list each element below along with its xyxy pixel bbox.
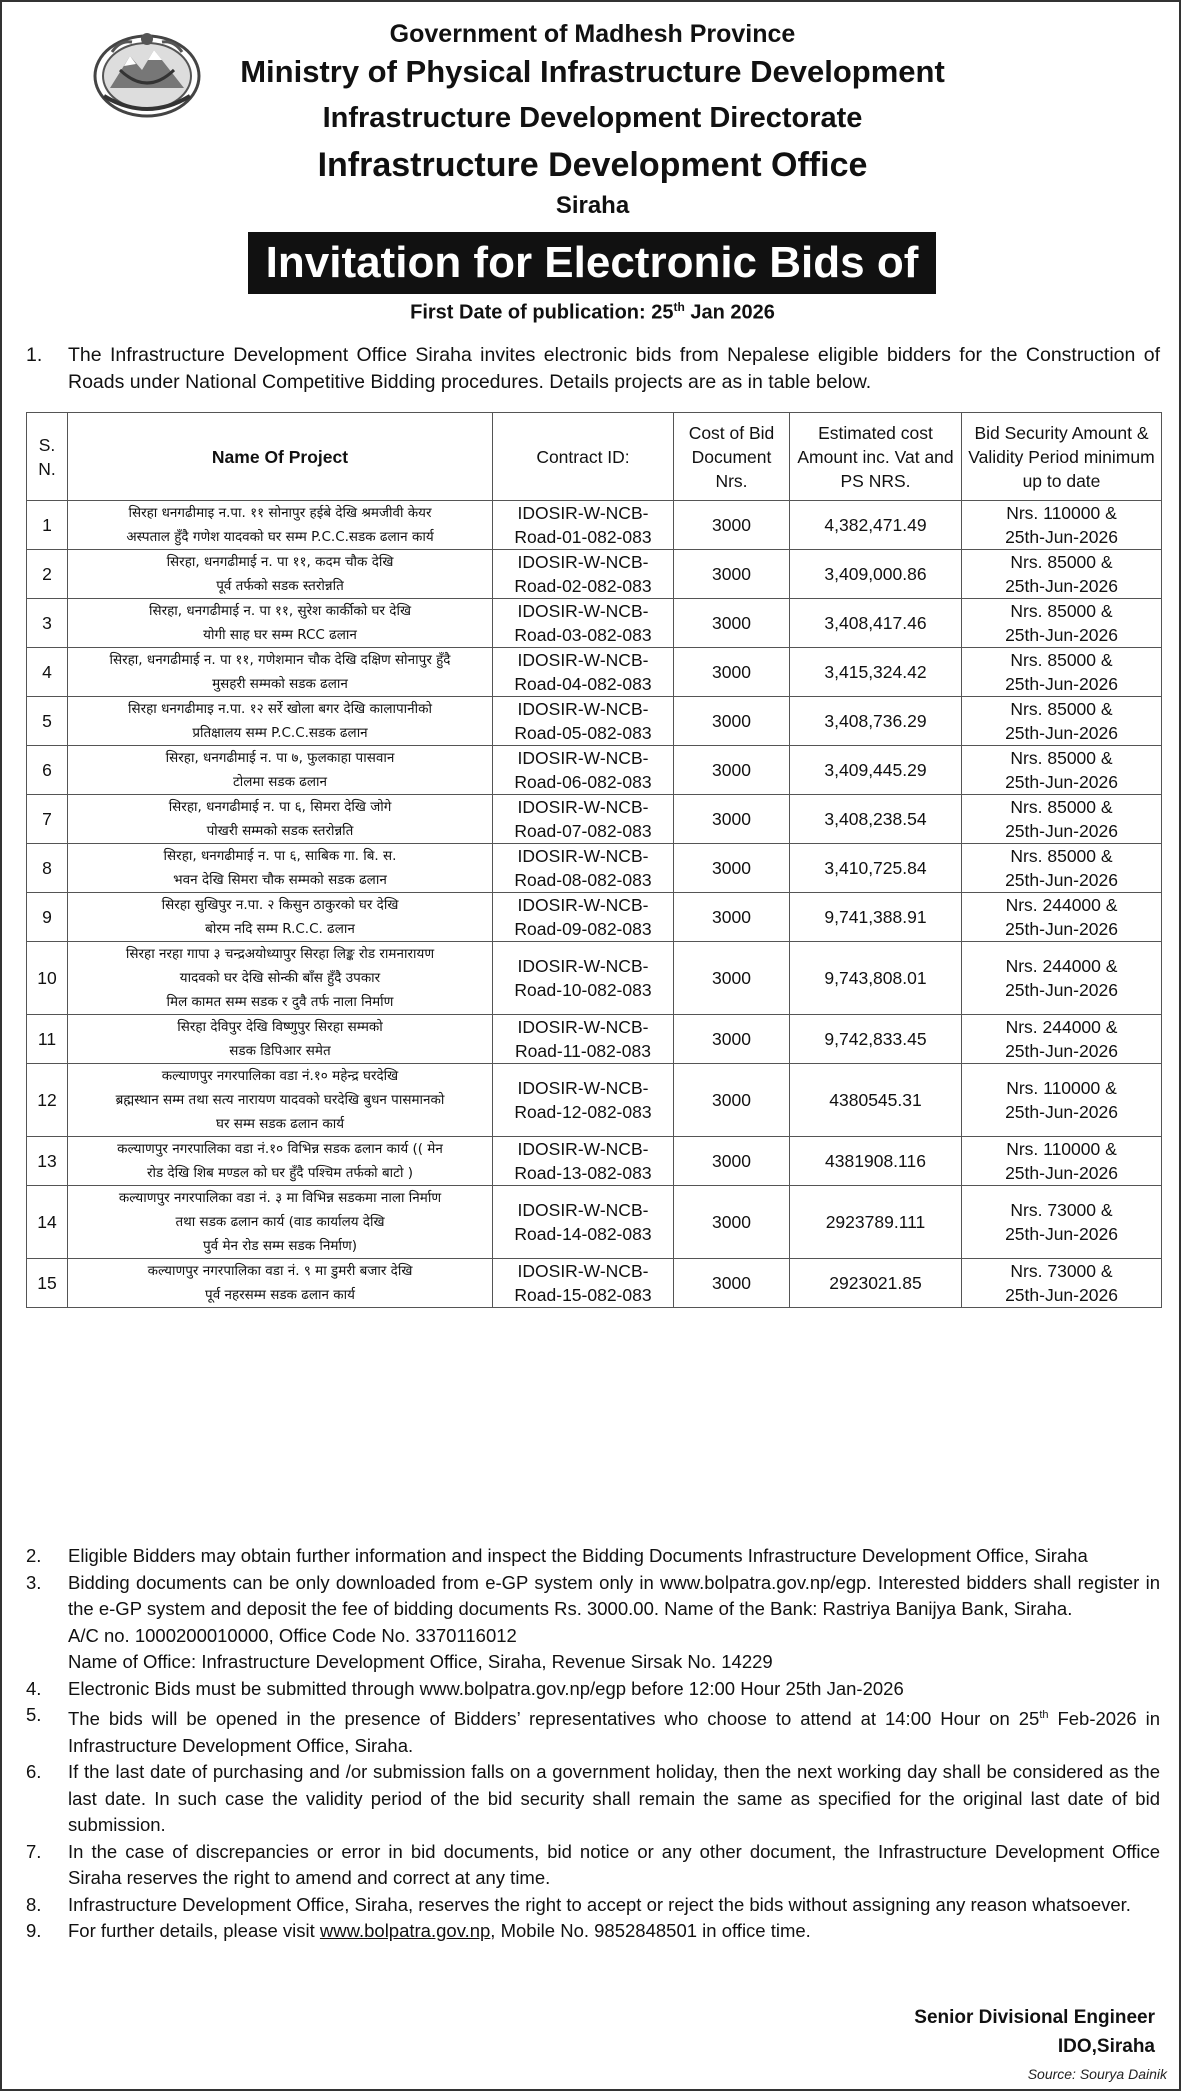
row-contract-id: IDOSIR-W-NCB- Road-12-082-083 bbox=[493, 1064, 674, 1137]
row-estimated-cost: 3,410,725.84 bbox=[790, 844, 962, 893]
signatory-title: Senior Divisional Engineer bbox=[914, 2007, 1155, 2028]
row-estimated-cost: 3,408,736.29 bbox=[790, 697, 962, 746]
row-contract-id: IDOSIR-W-NCB- Road-15-082-083 bbox=[493, 1259, 674, 1308]
row-project-name: सिरहा नरहा गापा ३ चन्द्रअयोध्यापुर सिरहा लिङ्क रोड रामनारायण यादवको घर देखि सोन्की बाँस हुँदै उपकार मिल कामत सम्म सडक र दुवै तर्फ नाला निर्माण bbox=[68, 942, 493, 1015]
table-row bbox=[27, 942, 1162, 1015]
row-project-name: सिरहा, धनगढीमाई न. पा ११, गणेशमान चौक देखि दक्षिण सोनापुर हुँदै मुसहरी सम्मको सडक ढलान bbox=[68, 648, 493, 697]
header-contract-id: Contract ID: bbox=[493, 413, 674, 501]
row-bid-security: Nrs. 85000 & 25th-Jun-2026 bbox=[962, 648, 1162, 697]
row-sn: 3 bbox=[27, 599, 68, 648]
row-bid-security: Nrs. 85000 & 25th-Jun-2026 bbox=[962, 599, 1162, 648]
projects-table bbox=[26, 412, 1162, 1308]
row-bid-cost: 3000 bbox=[674, 844, 790, 893]
row-contract-id: IDOSIR-W-NCB- Road-01-082-083 bbox=[493, 501, 674, 550]
row-bid-cost: 3000 bbox=[674, 942, 790, 1015]
row-bid-security: Nrs. 244000 & 25th-Jun-2026 bbox=[962, 893, 1162, 942]
row-contract-id: IDOSIR-W-NCB- Road-05-082-083 bbox=[493, 697, 674, 746]
row-project-name: सिरहा धनगढीमाइ न.पा. १२ सर्रे खोला बगर देखि कालापानीको प्रतिक्षालय सम्म P.C.C.सडक ढलान bbox=[68, 697, 493, 746]
row-estimated-cost: 3,415,324.42 bbox=[790, 648, 962, 697]
row-estimated-cost: 3,408,238.54 bbox=[790, 795, 962, 844]
intro-text: The Infrastructure Development Office Siraha invites electronic bids from Nepalese eligible bidders for the Construction of Roads under National Competitive Bidding procedures. Details projects are as in table below. bbox=[68, 344, 1160, 393]
row-bid-security: Nrs. 73000 & 25th-Jun-2026 bbox=[962, 1259, 1162, 1308]
ministry-title: Ministry of Physical Infrastructure Development bbox=[240, 54, 945, 89]
row-estimated-cost: 4381908.116 bbox=[790, 1137, 962, 1186]
row-estimated-cost: 3,409,445.29 bbox=[790, 746, 962, 795]
row-bid-security: Nrs. 85000 & 25th-Jun-2026 bbox=[962, 795, 1162, 844]
row-project-name: सिरहा, धनगढीमाई न. पा ७, फुलकाहा पासवान टोलमा सडक ढलान bbox=[68, 746, 493, 795]
signature-block bbox=[914, 2003, 1155, 2061]
term-9: 9. For further details, please visit www.bolpatra.gov.np, Mobile No. 9852848501 in office time. bbox=[26, 1920, 811, 1942]
table-row bbox=[27, 599, 1162, 648]
term-5: 5. The bids will be opened in the presence of Bidders’ representatives who choose to attend at 14:00 Hour on 25th Feb-2026 in Infrastructure Development Office, Siraha. bbox=[26, 1704, 1160, 1756]
row-contract-id: IDOSIR-W-NCB- Road-11-082-083 bbox=[493, 1015, 674, 1064]
row-sn: 5 bbox=[27, 697, 68, 746]
row-bid-cost: 3000 bbox=[674, 599, 790, 648]
row-contract-id: IDOSIR-W-NCB- Road-13-082-083 bbox=[493, 1137, 674, 1186]
row-bid-security: Nrs. 244000 & 25th-Jun-2026 bbox=[962, 1015, 1162, 1064]
row-bid-security: Nrs. 244000 & 25th-Jun-2026 bbox=[962, 942, 1162, 1015]
table-row bbox=[27, 501, 1162, 550]
row-contract-id: IDOSIR-W-NCB- Road-04-082-083 bbox=[493, 648, 674, 697]
row-bid-cost: 3000 bbox=[674, 648, 790, 697]
row-sn: 8 bbox=[27, 844, 68, 893]
office-title: Infrastructure Development Office bbox=[317, 146, 868, 184]
table-row bbox=[27, 1064, 1162, 1137]
row-bid-cost: 3000 bbox=[674, 1259, 790, 1308]
row-bid-cost: 3000 bbox=[674, 795, 790, 844]
row-project-name: कल्याणपुर नगरपालिका वडा नं. ३ मा विभिन्न सडकमा नाला निर्माण तथा सडक ढलान कार्य (वाड कार्यालय देखि पुर्व मेन रोड सम्म सडक निर्माण) bbox=[68, 1186, 493, 1259]
row-contract-id: IDOSIR-W-NCB- Road-03-082-083 bbox=[493, 599, 674, 648]
row-project-name: कल्याणपुर नगरपालिका वडा नं. ९ मा डुमरी बजार देखि पूर्व नहरसम्म सडक ढलान कार्य bbox=[68, 1259, 493, 1308]
bolpatra-link[interactable]: www.bolpatra.gov.np bbox=[319, 1920, 491, 1942]
table-row bbox=[27, 1015, 1162, 1064]
table-row bbox=[27, 697, 1162, 746]
row-project-name: सिरहा, धनगढीमाई न. पा ११, कदम चौक देखि पूर्व तर्फको सडक स्तरोन्नति bbox=[68, 550, 493, 599]
row-contract-id: IDOSIR-W-NCB- Road-02-082-083 bbox=[493, 550, 674, 599]
row-bid-cost: 3000 bbox=[674, 550, 790, 599]
header-bid-security: Bid Security Amount & Validity Period minimum up to date bbox=[962, 413, 1162, 501]
row-bid-security: Nrs. 110000 & 25th-Jun-2026 bbox=[962, 1137, 1162, 1186]
row-project-name: सिरहा सुखिपुर न.पा. २ किसुन ठाकुरको घर देखि बोरम नदि सम्म R.C.C. ढलान bbox=[68, 893, 493, 942]
publication-date: First Date of publication: 25th Jan 2026 bbox=[410, 300, 775, 324]
row-bid-security: Nrs. 110000 & 25th-Jun-2026 bbox=[962, 501, 1162, 550]
row-bid-security: Nrs. 85000 & 25th-Jun-2026 bbox=[962, 844, 1162, 893]
government-title: Government of Madhesh Province bbox=[389, 20, 796, 48]
row-bid-cost: 3000 bbox=[674, 746, 790, 795]
row-contract-id: IDOSIR-W-NCB- Road-14-082-083 bbox=[493, 1186, 674, 1259]
row-bid-security: Nrs. 73000 & 25th-Jun-2026 bbox=[962, 1186, 1162, 1259]
table-header-row bbox=[27, 413, 1162, 501]
signatory-office: IDO,Siraha bbox=[1057, 2036, 1155, 2057]
row-bid-security: Nrs. 85000 & 25th-Jun-2026 bbox=[962, 550, 1162, 599]
row-bid-cost: 3000 bbox=[674, 893, 790, 942]
table-row bbox=[27, 1186, 1162, 1259]
invitation-banner: Invitation for Electronic Bids of bbox=[248, 232, 936, 294]
row-bid-cost: 3000 bbox=[674, 1137, 790, 1186]
row-sn: 7 bbox=[27, 795, 68, 844]
table-row bbox=[27, 1259, 1162, 1308]
notice-page: Government of Madhesh Province Ministry of Physical Infrastructure Development Infrastructure Development Directorate Infrastructure Development Office Siraha Invitation for Electronic Bids of First Date of publication: 25th Jan 2026 1. The Infrastructure Development Office Siraha invites electronic bids from Nepalese eligible bidders for the Construction of Roads under National Competitive Bidding procedures. Details projects are as in table below. S. N. Name Of Project Contract ID: Cost of Bid Document Nrs. Estimated cost Amount inc. Vat and PS NRS. Bid Security Amount & Validity Period minimum up to date 1 सिरहा धनगढीमाइ न.पा. ११ सोनापुर हईबे देखि श्रमजीवी केयर अस्पताल हुँदै गणेश यादवको घर सम्म P.C.C.सडक ढलान कार्य IDOSIR-W-NCB- Road-01-082-083 3000 4,382,471.49 Nrs. 110000 & 25th-Jun-2026 2 सिरहा, धनगढीमाई न. पा ११, कदम चौक देखि पूर्व तर्फको सडक स्तरोन्नति IDOSIR-W-NCB- Road-02-082-083 3000 3,409,000.86 Nrs. 85000 & 25th-Jun-2026 3 सिरहा, धनगढीमाई न. पा ११, सुरेश कार्कीको घर देखि योगी साह घर सम्म RCC ढलान IDOSIR-W-NCB- Road-03-082-083 3000 3,408,417.46 Nrs. 85000 & 25th-Jun-2026 4 सिरहा, धनगढीमाई न. पा ११, गणेशमान चौक देखि दक्षिण सोनापुर हुँदै मुसहरी सम्मको सडक ढलान IDOSIR-W-NCB- Road-04-082-083 3000 3,415,324.42 Nrs. 85000 & 25th-Jun-2026 5 सिरहा धनगढीमाइ न.पा. १२ सर्रे खोला बगर देखि कालापानीको प्रतिक्षालय सम्म P.C.C.सडक ढलान IDOSIR-W-NCB- Road-05-082-083 3000 3,408,736.29 Nrs. 85000 & 25th-Jun-2026 6 सिरहा, धनगढीमाई न. पा ७, फुलकाहा पासवान टोलमा सडक ढलान IDOSIR-W-NCB- Road-06-082-083 3000 3,409,445.29 Nrs. 85000 & 25th-Jun-2026 7 सिरहा, धनगढीमाई न. पा ६, सिमरा देखि जोगे पोखरी सम्मको सडक स्तरोन्नति IDOSIR-W-NCB- Road-07-082-083 3000 3,408,238.54 Nrs. 85000 & 25th-Jun-2026 8 सिरहा, धनगढीमाई न. पा ६, साबिक गा. बि. स. भवन देखि सिमरा चौक सम्मको सडक ढलान IDOSIR-W-NCB- Road-08-082-083 3000 3,410,725.84 Nrs. 85000 & 25th-Jun-2026 9 सिरहा सुखिपुर न.पा. २ किसुन ठाकुरको घर देखि बोरम नदि सम्म R.C.C. ढलान IDOSIR-W-NCB- Road-09-082-083 3000 9,741,388.91 Nrs. 244000 & 25th-Jun-2026 10 सिरहा नरहा गापा ३ चन्द्रअयोध्यापुर सिरहा लिङ्क रोड रामनारायण यादवको घर देखि सोन्की बाँस हुँदै उपकार मिल कामत सम्म सडक र दुवै तर्फ नाला निर्माण IDOSIR-W-NCB- Road-10-082-083 3000 9,743,808.01 Nrs. 244000 & 25th-Jun-2026 11 सिरहा देविपुर देखि विष्णुपुर सिरहा सम्मको सडक डिपिआर समेत IDOSIR-W-NCB- Road-11-082-083 3000 9,742,833.45 Nrs. 244000 & 25th-Jun-2026 12 कल्याणपुर नगरपालिका वडा नं.१० महेन्द्र घरदेखि ब्रह्मस्थान सम्म तथा सत्य नारायण यादवको घरदेखि बुधन पासमानको घर सम्म सडक ढलान कार्य IDOSIR-W-NCB- Road-12-082-083 3000 4380545.31 Nrs. 110000 & 25th-Jun-2026 13 कल्याणपुर नगरपालिका वडा नं.१० विभिन्न सडक ढलान कार्य (( मेन रोड देखि शिब मण्डल को घर हुँदै पश्चिम तर्फको बाटो ) IDOSIR-W-NCB- Road-13-082-083 3000 4381908.116 Nrs. 110000 & 25th-Jun-2026 14 कल्याणपुर नगरपालिका वडा नं. ३ मा विभिन्न सडकमा नाला निर्माण तथा सडक ढलान कार्य (वाड कार्यालय देखि पुर्व मेन रोड सम्म सडक निर्माण) IDOSIR-W-NCB- Road-14-082-083 3000 2923789.111 Nrs. 73000 & 25th-Jun-2026 15 कल्याणपुर नगरपालिका वडा नं. ९ मा डुमरी बजार देखि पूर्व नहरसम्म सडक ढलान कार्य IDOSIR-W-NCB- Road-15-082-083 3000 2923021.85 Nrs. 73000 & 25th-Jun-2026 2. Eligible Bidders may obtain further information and inspect the Bidding Documents Infrastructure Development Office, Siraha 3. Bidding documents can be only downloaded from e-GP system only in www.bolpatra.gov.np/egp. Interested bidders shall register in the e-GP system and deposit the fee of bidding documents Rs. 3000.00. Name of the Bank: Rastriya Banijya Bank, Siraha. A/C no. 1000200010000, Office Code No. 3370116012 Name of Office: Infrastructure Development Office, Siraha, Revenue Sirsak No. 14229 4. Electronic Bids must be submitted through www.bolpatra.gov.np/egp before 12:00 Hour 25th Jan-2026 5. The bids will be opened in the presence of Bidders’ representatives who choose to attend at 14:00 Hour on 25th Feb-2026 in Infrastructure Development Office, Siraha. 6. If the last date of purchasing and /or submission falls on a government holiday, then the next working day shall be considered as the last date. In such case the validity period of the bid security shall remain the same as specified for the original last date of bid submission. 7. In the case of discrepancies or error in bid documents, bid notice or any other document, the Infrastructure Development Office Siraha reserves the right to amend and correct at any time. 8. Infrastructure Development Office, Siraha, reserves the right to accept or reject the bids without assigning any reason whatsoever. 9. For further details, please visit www.bolpatra.gov.np, Mobile No. 9852848501 in office time. Senior Divisional Engineer IDO,Siraha bbox=[0, 0, 1181, 2091]
term-7: 7. In the case of discrepancies or error in bid documents, bid notice or any other document, the Infrastructure Development Office Siraha reserves the right to amend and correct at any time. bbox=[26, 1840, 1160, 1889]
row-bid-cost: 3000 bbox=[674, 501, 790, 550]
table-row bbox=[27, 550, 1162, 599]
header-sn: S. N. bbox=[27, 413, 68, 501]
row-project-name: सिरहा देविपुर देखि विष्णुपुर सिरहा सम्मको सडक डिपिआर समेत bbox=[68, 1015, 493, 1064]
row-sn: 4 bbox=[27, 648, 68, 697]
header-estimated-cost: Estimated cost Amount inc. Vat and PS NRS. bbox=[790, 413, 962, 501]
row-estimated-cost: 2923789.111 bbox=[790, 1186, 962, 1259]
table-row bbox=[27, 746, 1162, 795]
row-contract-id: IDOSIR-W-NCB- Road-10-082-083 bbox=[493, 942, 674, 1015]
directorate-title: Infrastructure Development Directorate bbox=[322, 102, 863, 134]
row-sn: 9 bbox=[27, 893, 68, 942]
row-project-name: सिरहा धनगढीमाइ न.पा. ११ सोनापुर हईबे देखि श्रमजीवी केयर अस्पताल हुँदै गणेश यादवको घर सम्म P.C.C.सडक ढलान कार्य bbox=[68, 501, 493, 550]
row-bid-cost: 3000 bbox=[674, 697, 790, 746]
row-sn: 14 bbox=[27, 1186, 68, 1259]
row-project-name: कल्याणपुर नगरपालिका वडा नं.१० महेन्द्र घरदेखि ब्रह्मस्थान सम्म तथा सत्य नारायण यादवको घरदेखि बुधन पासमानको घर सम्म सडक ढलान कार्य bbox=[68, 1064, 493, 1137]
row-sn: 15 bbox=[27, 1259, 68, 1308]
row-bid-cost: 3000 bbox=[674, 1015, 790, 1064]
header-project-name: Name Of Project bbox=[68, 413, 493, 501]
office-location: Siraha bbox=[555, 192, 630, 219]
header-bid-cost: Cost of Bid Document Nrs. bbox=[674, 413, 790, 501]
term-3: 3. Bidding documents can be only downloaded from e-GP system only in www.bolpatra.gov.np/egp. Interested bidders shall register in the e-GP system and deposit the fee of bidding documents Rs. 3000.00. Name of the Bank: Rastriya Banijya Bank, Siraha. A/C no. 1000200010000, Office Code No. 3370116012 Name of Office: Infrastructure Development Office, Siraha, Revenue Sirsak No. 14229 bbox=[26, 1570, 1160, 1676]
table-row bbox=[27, 893, 1162, 942]
table-row bbox=[27, 1137, 1162, 1186]
row-estimated-cost: 2923021.85 bbox=[790, 1259, 962, 1308]
row-estimated-cost: 9,743,808.01 bbox=[790, 942, 962, 1015]
table-row bbox=[27, 844, 1162, 893]
row-contract-id: IDOSIR-W-NCB- Road-07-082-083 bbox=[493, 795, 674, 844]
row-sn: 2 bbox=[27, 550, 68, 599]
row-sn: 13 bbox=[27, 1137, 68, 1186]
term-4: 4. Electronic Bids must be submitted through www.bolpatra.gov.np/egp before 12:00 Hour 25th Jan-2026 bbox=[26, 1677, 904, 1699]
row-sn: 11 bbox=[27, 1015, 68, 1064]
row-sn: 1 bbox=[27, 501, 68, 550]
term-2: 2. Eligible Bidders may obtain further information and inspect the Bidding Documents Infrastructure Development Office, Siraha bbox=[26, 1545, 1088, 1566]
source-credit: Source: Sourya Dainik bbox=[1027, 2066, 1167, 2082]
row-project-name: सिरहा, धनगढीमाई न. पा ६, साबिक गा. बि. स. भवन देखि सिमरा चौक सम्मको सडक ढलान bbox=[68, 844, 493, 893]
row-contract-id: IDOSIR-W-NCB- Road-08-082-083 bbox=[493, 844, 674, 893]
row-estimated-cost: 4,382,471.49 bbox=[790, 501, 962, 550]
row-sn: 6 bbox=[27, 746, 68, 795]
row-project-name: सिरहा, धनगढीमाई न. पा ६, सिमरा देखि जोगे पोखरी सम्मको सडक स्तरोन्नति bbox=[68, 795, 493, 844]
notice-terms bbox=[26, 1543, 1160, 1945]
row-estimated-cost: 4380545.31 bbox=[790, 1064, 962, 1137]
row-project-name: कल्याणपुर नगरपालिका वडा नं.१० विभिन्न सडक ढलान कार्य (( मेन रोड देखि शिब मण्डल को घर हुँदै पश्चिम तर्फको बाटो ) bbox=[68, 1137, 493, 1186]
row-estimated-cost: 3,408,417.46 bbox=[790, 599, 962, 648]
table-row bbox=[27, 795, 1162, 844]
row-bid-cost: 3000 bbox=[674, 1186, 790, 1259]
table-row bbox=[27, 648, 1162, 697]
row-bid-security: Nrs. 85000 & 25th-Jun-2026 bbox=[962, 697, 1162, 746]
row-contract-id: IDOSIR-W-NCB- Road-06-082-083 bbox=[493, 746, 674, 795]
row-contract-id: IDOSIR-W-NCB- Road-09-082-083 bbox=[493, 893, 674, 942]
term-6: 6. If the last date of purchasing and /or submission falls on a government holiday, then the next working day shall be considered as the last date. In such case the validity period of the bid security shall remain the same as specified for the original last date of bid submission. bbox=[26, 1761, 1160, 1836]
row-estimated-cost: 9,741,388.91 bbox=[790, 893, 962, 942]
office-revenue: Name of Office: Infrastructure Development Office, Siraha, Revenue Sirsak No. 14229 bbox=[68, 1651, 773, 1672]
term-8: 8. Infrastructure Development Office, Siraha, reserves the right to accept or reject the bids without assigning any reason whatsoever. bbox=[26, 1893, 1131, 1915]
row-bid-security: Nrs. 85000 & 25th-Jun-2026 bbox=[962, 746, 1162, 795]
row-sn: 12 bbox=[27, 1064, 68, 1137]
row-estimated-cost: 3,409,000.86 bbox=[790, 550, 962, 599]
row-project-name: सिरहा, धनगढीमाई न. पा ११, सुरेश कार्कीको घर देखि योगी साह घर सम्म RCC ढलान bbox=[68, 599, 493, 648]
row-sn: 10 bbox=[27, 942, 68, 1015]
bank-account: A/C no. 1000200010000, Office Code No. 3370116012 bbox=[68, 1624, 517, 1646]
row-bid-security: Nrs. 110000 & 25th-Jun-2026 bbox=[962, 1064, 1162, 1137]
row-estimated-cost: 9,742,833.45 bbox=[790, 1015, 962, 1064]
notice-header bbox=[2, 2, 1181, 324]
row-bid-cost: 3000 bbox=[674, 1064, 790, 1137]
